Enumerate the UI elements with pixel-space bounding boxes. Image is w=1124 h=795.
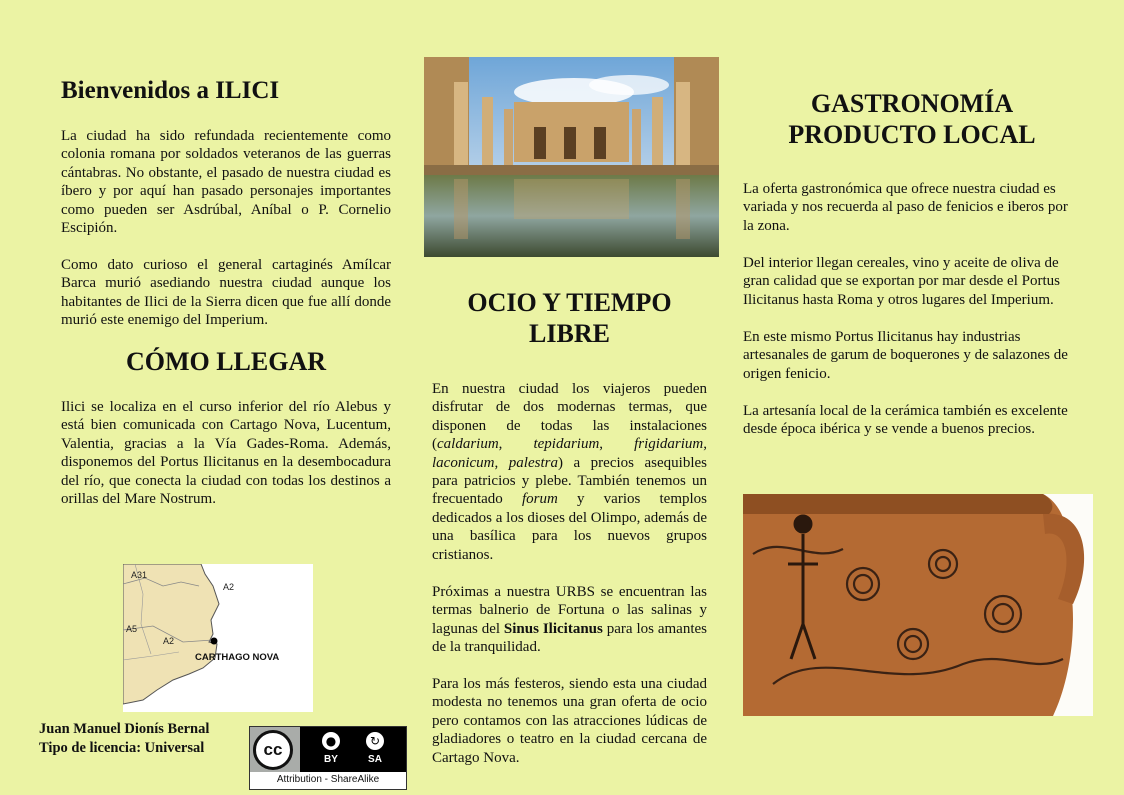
how-to-arrive-paragraph: Ilici se localiza en el curso inferior del río Alebus y está bien comunicada con Cartago Nova, Lucentum, Valentia, gracias a la Vía Gades-Roma. Además, disponemos del Portus Ilicitanus en la desembocadura del río, que conecta la ciudad con todas los destinos a orillas del Mare Nostrum. <box>61 399 391 508</box>
how-to-arrive-title: CÓMO LLEGAR <box>125 347 327 376</box>
cc-logo: cc <box>253 730 293 770</box>
leisure-paragraph-2 <box>432 583 707 657</box>
cc-caption: Attribution - ShareAlike <box>276 774 380 785</box>
gastronomy-paragraph-1: La oferta gastronómica que ofrece nuestra ciudad es variada y nos recuerda al paso de fenicios e iberos por la zona. <box>743 181 1068 234</box>
leisure-title <box>432 287 707 349</box>
map-label-a2-south: A2 <box>163 636 175 646</box>
leisure-paragraph-3: Para los más festeros, siendo esta una ciudad modesta no tenemos una gran oferta de ocio pero contamos con las atracciones lúdicas de gladiadores o teatro en la ciudad cercana de Cartago Nova. <box>432 676 707 766</box>
leisure-p1-end: y varios templos dedicados a los dioses del Olimpo, además de una basílica para los nuevos grupos cristianos. <box>432 491 707 563</box>
map-label-a5: A5 <box>126 624 138 634</box>
gastronomy-title-line-1: GASTRONOMÍA <box>810 89 1014 118</box>
carthago-nova-marker <box>211 638 218 645</box>
bath-laconicum: laconicum <box>432 454 495 471</box>
by-icon: ● <box>322 732 340 750</box>
sa-label: SA <box>368 754 382 765</box>
map-label-a2-north: A2 <box>223 582 235 592</box>
leisure-title-line-2: LIBRE <box>529 319 610 348</box>
author-name: Juan Manuel Dionís Bernal <box>39 721 210 737</box>
cc-license-badge[interactable] <box>249 726 407 790</box>
leisure-p1-middle: ) a precios asequibles para patricios y plebe. También tenemos un frecuentado <box>432 454 708 508</box>
leisure-paragraph-1: En nuestra ciudad los viajeros pueden disfrutar de dos modernas termas, que disponen de todas las instalaciones (caldarium, tepidarium, frigidarium, laconicum, palestra) a precios asequibles para patricios y plebe. También tenemos un frecuentado forum y varios templos dedicados a los dioses del Olimpo, además de una basílica para los nuevos grupos cristianos. <box>432 381 708 563</box>
welcome-title: Bienvenidos a ILICI <box>61 77 280 104</box>
by-label: BY <box>324 754 338 765</box>
iberian-pottery-photo <box>743 494 1093 716</box>
author-block <box>39 720 209 757</box>
sinus-ilicitanus: Sinus Ilicitanus <box>503 620 603 637</box>
roman-baths-photo <box>424 57 719 257</box>
leisure-p2-end: para los amantes de la tranquilidad. <box>432 620 707 656</box>
gastronomy-title-line-2: PRODUCTO LOCAL <box>788 120 1036 149</box>
license-type: Tipo de licencia: Universal <box>39 739 205 756</box>
leisure-p1-intro: En nuestra ciudad los viajeros pueden disfrutar de dos modernas termas, que disponen de todas las instalaciones ( <box>432 381 707 453</box>
gastronomy-paragraph-3: En este mismo Portus Ilicitanus hay industrias artesanales de garum de boquerones y de salazones de origen fenicio. <box>743 329 1068 382</box>
bath-caldarium: caldarium <box>437 436 499 453</box>
sa-icon: ↻ <box>366 732 384 750</box>
leisure-title-line-1: OCIO Y TIEMPO <box>467 288 672 317</box>
map-label-city: CARTHAGO NOVA <box>195 652 280 663</box>
bath-frigidarium: frigidarium <box>634 436 704 453</box>
map-graphic <box>123 564 313 712</box>
welcome-paragraph-2: Como dato curioso el general cartaginés Amílcar Barca murió asediando nuestra ciudad aunque los habitantes de Ilici de la Sierra dicen que fue allí donde murió este enemigo del Imperium. <box>61 257 391 329</box>
forum-term: forum <box>521 491 558 508</box>
route-map <box>123 564 313 712</box>
bath-palestra: palestra <box>508 454 558 471</box>
gastronomy-title <box>743 88 1081 150</box>
gastronomy-paragraph-2: Del interior llegan cereales, vino y aceite de oliva de gran calidad que se exportan por mar desde el Portus Ilicitanus hasta Roma y otros lugares del Imperium. <box>743 255 1060 308</box>
map-label-a31: A31 <box>131 570 148 580</box>
gastronomy-paragraph-4: La artesanía local de la cerámica también es excelente desde época ibérica y se vende a buenos precios. <box>743 403 1068 438</box>
bath-tepidarium: tepidarium <box>533 436 600 453</box>
leisure-p2-intro: Próximas a nuestra URBS se encuentran las termas balnerio de Fortuna o las salinas y lagunas del <box>432 584 707 637</box>
welcome-paragraph-1: La ciudad ha sido refundada recientemente como colonia romana por soldados veteranos de las guerras cántabras. No obstante, el pasado de nuestra ciudad es íbero y por aquí han pasado personajes importantes como pueden ser Asdrúbal, Aníbal o P. Cornelio Escipión. <box>61 128 391 237</box>
